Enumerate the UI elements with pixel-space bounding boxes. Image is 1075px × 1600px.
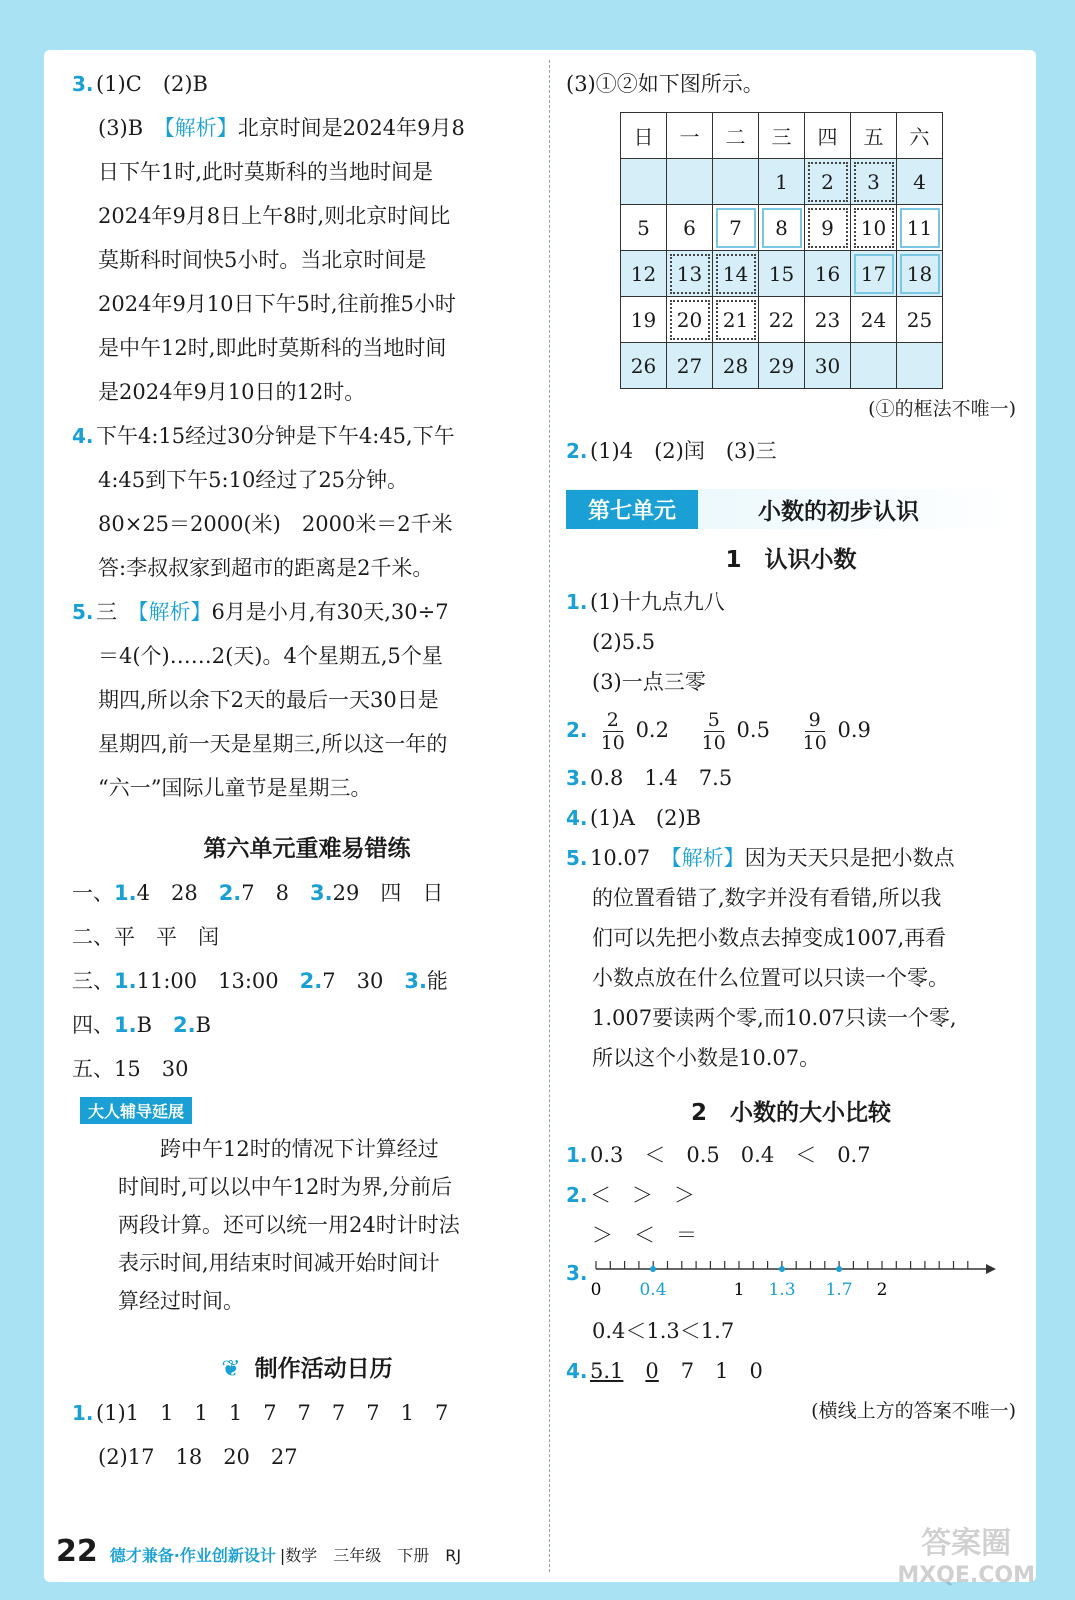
q4-text: 4:45到下午5:10经过了25分钟。 bbox=[98, 468, 409, 492]
day-cell: 9 bbox=[805, 205, 851, 251]
day-cell: 5 bbox=[621, 205, 667, 251]
weekday-cell: 一 bbox=[667, 113, 713, 159]
day-cell: 1 bbox=[759, 159, 805, 205]
day-cell: 16 bbox=[805, 251, 851, 297]
q3-text: 莫斯科时间快5小时。当北京时间是 bbox=[98, 248, 427, 272]
unit7-header bbox=[566, 489, 1016, 529]
label-2: 2 bbox=[876, 1280, 888, 1300]
q3-line2: (3)B 【解析】北京时间是2024年9月8 bbox=[98, 116, 465, 140]
day-cell: 19 bbox=[621, 297, 667, 343]
activity-title: ❦ 制作活动日历 bbox=[221, 1356, 393, 1382]
tip-label: 大人辅导延展 bbox=[80, 1097, 192, 1124]
day-cell: 11 bbox=[897, 205, 943, 251]
analysis-tag: 【解析】 bbox=[671, 846, 745, 870]
fraction: $\frac{5}{10}$ bbox=[701, 709, 726, 754]
label-0: 0 bbox=[590, 1280, 602, 1300]
day-cell: 28 bbox=[713, 343, 759, 389]
q5-text: 星期四,前一天是星期三,所以这一年的 bbox=[98, 732, 448, 756]
cal-intro: (3)①②如下图所示。 bbox=[566, 72, 764, 96]
day-cell: 8 bbox=[759, 205, 805, 251]
q3-text: 日下午1时,此时莫斯科的当地时间是 bbox=[98, 160, 434, 184]
analysis-tag: 【解析】 bbox=[138, 600, 212, 624]
q4-text: 答:李叔叔家到超市的距离是2千米。 bbox=[98, 556, 434, 580]
review-row-4: 四、1.B 2.B bbox=[72, 1013, 212, 1037]
day-cell bbox=[621, 159, 667, 205]
watermark: 答案圈 MXQE.COM bbox=[897, 1526, 1035, 1588]
review-row-5: 五、15 30 bbox=[72, 1057, 189, 1081]
label-1-3: 1.3 bbox=[768, 1280, 796, 1300]
sec1-title: 1 认识小数 bbox=[725, 547, 857, 573]
s2q2-line1: 2. ＜ ＞ ＞ bbox=[566, 1183, 695, 1207]
footer-subject: |数学 三年级 下册 RJ bbox=[279, 1546, 462, 1565]
day-cell: 25 bbox=[897, 297, 943, 343]
q5-text: “六一”国际儿童节是星期三。 bbox=[98, 776, 372, 800]
s1q3: 3. 0.8 1.4 7.5 bbox=[566, 766, 733, 790]
day-cell: 3 bbox=[851, 159, 897, 205]
s1q5-line1: 5. 10.07 【解析】因为天天只是把小数点 bbox=[566, 846, 955, 870]
unit-title: 小数的初步认识 bbox=[758, 498, 920, 525]
unit-label: 第七单元 bbox=[566, 490, 698, 529]
day-cell: 29 bbox=[759, 343, 805, 389]
calendar-header-row bbox=[621, 113, 943, 159]
s1q1-line2: (2)5.5 bbox=[592, 630, 656, 654]
weekday-cell: 四 bbox=[805, 113, 851, 159]
right-column bbox=[566, 62, 1016, 1431]
analysis-tag: 【解析】 bbox=[164, 116, 238, 140]
calendar-row bbox=[621, 251, 943, 297]
q3-line1: 3. (1)C (2)B bbox=[72, 72, 208, 96]
column-divider bbox=[549, 60, 550, 1572]
point-0-4 bbox=[650, 1266, 656, 1272]
label-0-4: 0.4 bbox=[639, 1280, 667, 1300]
day-cell: 30 bbox=[805, 343, 851, 389]
q4-text: 80×25＝2000(米) 2000米＝2千米 bbox=[98, 512, 453, 536]
s2q1: 1. 0.3 ＜ 0.5 0.4 ＜ 0.7 bbox=[566, 1143, 871, 1167]
label-1: 1 bbox=[733, 1280, 745, 1300]
s2q4: 4. 5.1 0 7 1 0 bbox=[566, 1359, 763, 1383]
q5-text: ＝4(个)……2(天)。4个星期五,5个星 bbox=[98, 644, 443, 668]
day-cell: 13 bbox=[667, 251, 713, 297]
page-number: 22 bbox=[56, 1534, 98, 1569]
day-cell: 15 bbox=[759, 251, 805, 297]
s2q3-answer: 0.4＜1.3＜1.7 bbox=[592, 1319, 735, 1343]
s1q1-line1: 1. (1)十九点九八 bbox=[566, 590, 725, 614]
sec2-title: 2 小数的大小比较 bbox=[690, 1100, 891, 1126]
fraction: $\frac{9}{10}$ bbox=[802, 709, 827, 754]
day-cell: 24 bbox=[851, 297, 897, 343]
calendar-row bbox=[621, 343, 943, 389]
s1q1-line3: (3)一点三零 bbox=[592, 670, 706, 694]
s2-note: (横线上方的答案不唯一) bbox=[811, 1400, 1016, 1422]
act1-line2: (2)17 18 20 27 bbox=[98, 1445, 298, 1469]
day-cell: 14 bbox=[713, 251, 759, 297]
s1q2: 2. $\frac{2}{10}$ 0.2 $\frac{5}{10}$ 0.5 $\frac{9}{10}$ 0.9 bbox=[566, 709, 871, 754]
q3-text: 2024年9月10日下午5时,往前推5小时 bbox=[98, 292, 456, 316]
weekday-cell: 三 bbox=[759, 113, 805, 159]
review-row-3: 三、1.11:00 13:00 2.7 30 3.能 bbox=[72, 969, 448, 993]
review-row-2: 二、平 平 闰 bbox=[72, 925, 219, 949]
calendar-row bbox=[621, 297, 943, 343]
calendar-row bbox=[621, 159, 943, 205]
s1q5-text: 1.007要读两个零,而10.07只读一个零, bbox=[592, 1006, 957, 1030]
footer-brand: 德才兼备·作业创新设计 bbox=[109, 1546, 276, 1565]
day-cell: 22 bbox=[759, 297, 805, 343]
weekday-cell: 日 bbox=[621, 113, 667, 159]
day-cell: 6 bbox=[667, 205, 713, 251]
day-cell: 26 bbox=[621, 343, 667, 389]
day-cell: 17 bbox=[851, 251, 897, 297]
day-cell: 27 bbox=[667, 343, 713, 389]
day-cell: 10 bbox=[851, 205, 897, 251]
s1q4: 4. (1)A (2)B bbox=[566, 806, 702, 830]
day-cell: 23 bbox=[805, 297, 851, 343]
page bbox=[44, 50, 1036, 1582]
day-cell bbox=[851, 343, 897, 389]
number-line-arrow bbox=[986, 1264, 996, 1274]
day-cell: 12 bbox=[621, 251, 667, 297]
label-1-7: 1.7 bbox=[825, 1280, 853, 1300]
day-cell: 7 bbox=[713, 205, 759, 251]
day-cell: 2 bbox=[805, 159, 851, 205]
r-q2: 2. (1)4 (2)闰 (3)三 bbox=[566, 439, 777, 463]
q3-text: 是2024年9月10日的12时。 bbox=[98, 380, 366, 404]
leaf-icon: ❦ bbox=[221, 1356, 241, 1382]
day-cell: 20 bbox=[667, 297, 713, 343]
s2q2-line2: ＞ ＜ ＝ bbox=[592, 1223, 697, 1247]
s2q3: 3. 0 0.4 1 1.3 1.7 2 bbox=[566, 1255, 1016, 1311]
calendar-note: (①的框法不唯一) bbox=[868, 398, 1016, 420]
q3-text: 是中午12时,即此时莫斯科的当地时间 bbox=[98, 336, 447, 360]
day-cell bbox=[667, 159, 713, 205]
q4-line1: 4. 下午4:15经过30分钟是下午4:45,下午 bbox=[72, 424, 455, 448]
day-cell bbox=[897, 343, 943, 389]
section6-title: 第六单元重难易错练 bbox=[203, 836, 411, 862]
s1q5-text: 小数点放在什么位置可以只读一个零。 bbox=[592, 966, 949, 990]
s1q5-text: 们可以先把小数点去掉变成1007,再看 bbox=[592, 926, 947, 950]
calendar-row bbox=[621, 205, 943, 251]
weekday-cell: 六 bbox=[897, 113, 943, 159]
review-row-1: 一、1.4 28 2.7 8 3.29 四 日 bbox=[72, 881, 444, 905]
s1q5-text: 的位置看错了,数字并没有看错,所以我 bbox=[592, 886, 942, 910]
day-cell: 4 bbox=[897, 159, 943, 205]
q3-text: 2024年9月8日上午8时,则北京时间比 bbox=[98, 204, 451, 228]
fraction: $\frac{2}{10}$ bbox=[600, 709, 625, 754]
act1-line1: 1. (1)1 1 1 1 7 7 7 7 1 7 bbox=[72, 1401, 449, 1425]
q5-line1: 5. 三 【解析】6月是小月,有30天,30÷7 bbox=[72, 600, 449, 624]
tip-text: 跨中午12时的情况下计算经过 时间时,可以以中午12时为界,分前后 两段计算。还可以统一用24时计时法 表示时间,用结束时间减开始时间计 算经过时间。 bbox=[118, 1137, 460, 1313]
number-line bbox=[592, 1255, 1012, 1307]
day-cell bbox=[713, 159, 759, 205]
weekday-cell: 五 bbox=[851, 113, 897, 159]
point-1-7 bbox=[836, 1266, 842, 1272]
q5-text: 期四,所以余下2天的最后一天30日是 bbox=[98, 688, 439, 712]
weekday-cell: 二 bbox=[713, 113, 759, 159]
footer bbox=[56, 1534, 461, 1569]
s1q5-text: 所以这个小数是10.07。 bbox=[592, 1046, 821, 1070]
calendar-table bbox=[620, 112, 943, 389]
day-cell: 21 bbox=[713, 297, 759, 343]
point-1-3 bbox=[779, 1266, 785, 1272]
left-column bbox=[72, 62, 542, 1479]
day-cell: 18 bbox=[897, 251, 943, 297]
